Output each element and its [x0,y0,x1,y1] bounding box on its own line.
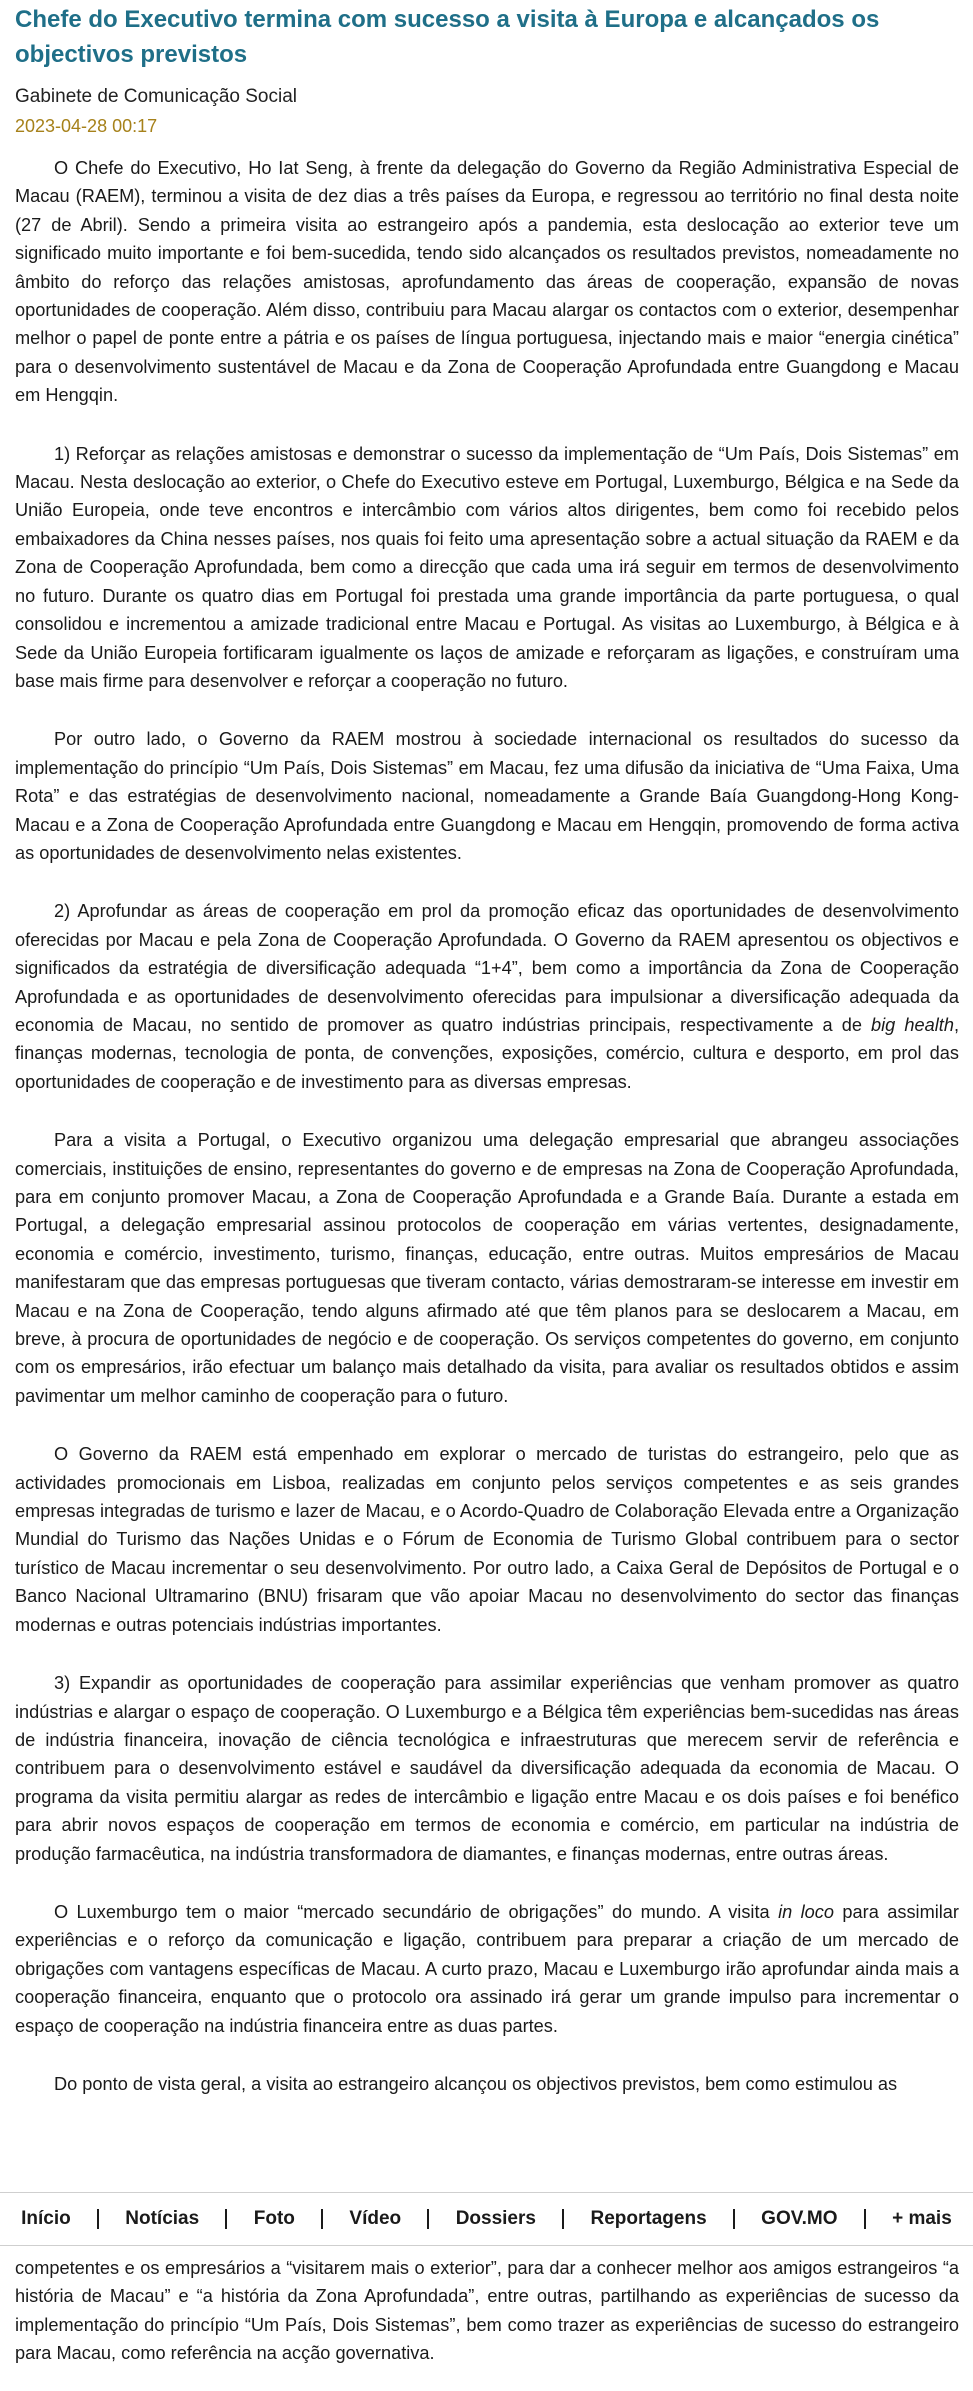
paragraph-emphasis: in loco [778,1901,834,1922]
article-title: Chefe do Executivo termina com sucesso a visita à Europa e alcançados os objectivos previstos [15,6,880,68]
nav-item-reportagens[interactable]: Reportagens [590,2208,707,2229]
article-source: Gabinete de Comunicação Social [15,86,298,107]
nav-separator [733,2209,735,2229]
nav-item-mais[interactable]: + mais [892,2208,952,2229]
nav-item-dossiers[interactable]: Dossiers [455,2208,536,2229]
paragraph [15,1898,959,2040]
nav-separator [97,2209,99,2229]
paragraph: Do ponto de vista geral, a visita ao estrangeiro alcançou os objectivos previstos, bem como estimulou as [54,2073,898,2094]
paragraph-text: para assimilar experiências e o reforço da comunicação e ligação, contribuem para preparar a criação de um mercado de obrigações com vantagens específicas de Macau. A curto prazo, Macau e Luxemburgo irão aprofundar ainda mais a cooperação financeira, enquanto que o protocolo ora assinado irá gerar um grande impulso para incrementar o espaço de cooperação na indústria financeira entre as duas partes. [15,1901,959,2036]
paragraph-emphasis: big health [871,1014,954,1035]
nav-item-video[interactable]: Vídeo [349,2208,402,2229]
paragraph: Para a visita a Portugal, o Executivo organizou uma delegação empresarial que abrangeu associações comerciais, instituições de ensino, representantes do governo e de empresas na Zona de Cooperação Aprofundada, para em conjunto promover Macau, a Zona de Cooperação Aprofundada e a Grande Baía. Durante a estada em Portugal, a delegação empresarial assinou protocolos de cooperação em várias vertentes, designadamente, economia e comércio, investimento, turismo, finanças, educação, entre outras. Muitos empresários de Macau manifestaram que das empresas portuguesas que tiveram contacto, várias demostraram-se interesse em investir em Macau e na Zona de Cooperação, tendo alguns afirmado até que têm planos para se deslocarem a Macau, em breve, à procura de oportunidades de negócio e de cooperação. Os serviços competentes do governo, em conjunto com os empresários, irão efectuar um balanço mais detalhado da visita, para avaliar os resultados obtidos e assim pavimentar um melhor caminho de cooperação para o futuro. [15,1130,959,1406]
article-body [15,154,959,2098]
nav-item-inicio[interactable]: Início [21,2208,71,2229]
paragraph-text: , finanças modernas, tecnologia de ponta, de convenções, exposições, comércio, cultura e desporto, em prol das oportunidades de cooperação e de investimento para as diversas empresas. [15,1014,959,1092]
paragraph: 3) Expandir as oportunidades de cooperação para assimilar experiências que venham promover as quatro indústrias e alargar o espaço de cooperação. O Luxemburgo e a Bélgica têm experiências bem-sucedidas nas áreas de indústria financeira, inovação de ciência tecnológica e infraestruturas que merecem servir de referência e contribuem para o desenvolvimento estável e saudável da diversificação adequada da economia de Macau. O programa da visita permitiu alargar as redes de intercâmbio e ligação entre Macau e os dois países e foi benéfico para abrir novos espaços de cooperação em termos de economia e comércio, em particular na indústria de produção farmacêutica, na indústria transformadora de diamantes, e finanças modernas, entre outras áreas. [15,1673,959,1864]
paragraph-text: 2) Aprofundar as áreas de cooperação em prol da promoção eficaz das oportunidades de desenvolvimento oferecidas por Macau e pela Zona de Cooperação Aprofundada. O Governo da RAEM apresentou os objectivos e significados da estratégia de diversificação adequada “1+4”, bem como a importância da Zona de Cooperação Aprofundada e as oportunidades de desenvolvimento oferecidas para impulsionar a diversificação adequada da economia de Macau, no sentido de promover as quatro indústrias principais, respectivamente a de [15,901,959,1035]
nav-separator [321,2209,323,2229]
article [15,0,959,2128]
nav-separator [427,2209,429,2229]
paragraph: competentes e os empresários a “visitarem mais o exterior”, para dar a conhecer melhor aos amigos estrangeiros “a história de Macau” e “a história da Zona Aprofundada”, entre outras, partilhando as experiências de sucesso da implementação do princípio “Um País, Dois Sistemas”, bem como trazer as experiências de sucesso do estrangeiro para Macau, como referência na acção governativa. [15,2258,959,2364]
nav-item-noticias[interactable]: Notícias [125,2208,200,2229]
nav-separator [864,2209,866,2229]
article-body-continued [15,2254,959,2368]
nav-item-govmo[interactable]: GOV.MO [761,2208,838,2229]
paragraph [15,897,959,1096]
paragraph-text: O Luxemburgo tem o maior “mercado secundário de obrigações” do mundo. A visita [54,1901,779,1922]
paragraph: O Chefe do Executivo, Ho Iat Seng, à frente da delegação do Governo da Região Administrativa Especial de Macau (RAEM), terminou a visita de dez dias a três países da Europa, e regressou ao território no final desta noite (27 de Abril). Sendo a primeira visita ao estrangeiro após a pandemia, esta deslocação ao exterior teve um significado muito importante e foi bem-sucedida, tendo sido alcançados os resultados previstos, nomeadamente no âmbito do reforço das relações amistosas, aprofundamento das áreas de cooperação, expansão de novas oportunidades de cooperação. Além disso, contribuiu para Macau alargar os contactos com o exterior, desempenhar melhor o papel de ponte entre a pátria e os países de língua portuguesa, injectando mais e maior “energia cinética” para o desenvolvimento sustentável de Macau e da Zona de Cooperação Aprofundada entre Guangdong e Macau em Hengqin. [15,158,959,406]
article-datetime: 2023-04-28 00:17 [15,116,158,136]
paragraph: 1) Reforçar as relações amistosas e demonstrar o sucesso da implementação de “Um País, Dois Sistemas” em Macau. Nesta deslocação ao exterior, o Chefe do Executivo esteve em Portugal, Luxemburgo, Bélgica e na Sede da União Europeia, onde teve encontros e intercâmbio com vários altos dirigentes, bem como foi recebido pelos embaixadores da China nesses países, nos quais foi feito uma apresentação sobre a actual situação da RAEM e da Zona de Cooperação Aprofundada, bem como a direcção que cada uma irá seguir em termos de desenvolvimento no futuro. Durante os quatro dias em Portugal foi prestada uma grande importância da parte portuguesa, o qual consolidou e incrementou a amizade tradicional entre Macau e Portugal. As visitas ao Luxemburgo, à Bélgica e à Sede da União Europeia fortificaram igualmente os laços de amizade e reforçaram as ligações, e construíram uma base mais firme para desenvolver e reforçar a cooperação no futuro. [15,443,959,691]
nav-separator [225,2209,227,2229]
nav-separator [562,2209,564,2229]
bottom-nav-bar [0,2192,973,2246]
nav-item-foto[interactable]: Foto [253,2208,295,2229]
paragraph: O Governo da RAEM está empenhado em explorar o mercado de turistas do estrangeiro, pelo que as actividades promocionais em Lisboa, realizadas em conjunto pelos serviços competentes e as seis grandes empresas integradas de turismo e lazer de Macau, e o Acordo-Quadro de Colaboração Elevada entre a Organização Mundial do Turismo das Nações Unidas e o Fórum de Economia de Turismo Global contribuem para o sector turístico de Macau incrementar o seu desenvolvimento. Por outro lado, a Caixa Geral de Depósitos de Portugal e o Banco Nacional Ultramarino (BNU) frisaram que vão apoiar Macau no desenvolvimento do sector das finanças modernas e outras potenciais indústrias importantes. [15,1444,959,1635]
paragraph: Por outro lado, o Governo da RAEM mostrou à sociedade internacional os resultados do sucesso da implementação do princípio “Um País, Dois Sistemas” em Macau, fez uma difusão da iniciativa de “Uma Faixa, Uma Rota” e das estratégias de desenvolvimento nacional, nomeadamente a Grande Baía Guangdong-Hong Kong-Macau e a Zona de Cooperação Aprofundada entre Guangdong e Macau em Hengqin, promovendo de forma activa as oportunidades de desenvolvimento nelas existentes. [15,729,959,863]
